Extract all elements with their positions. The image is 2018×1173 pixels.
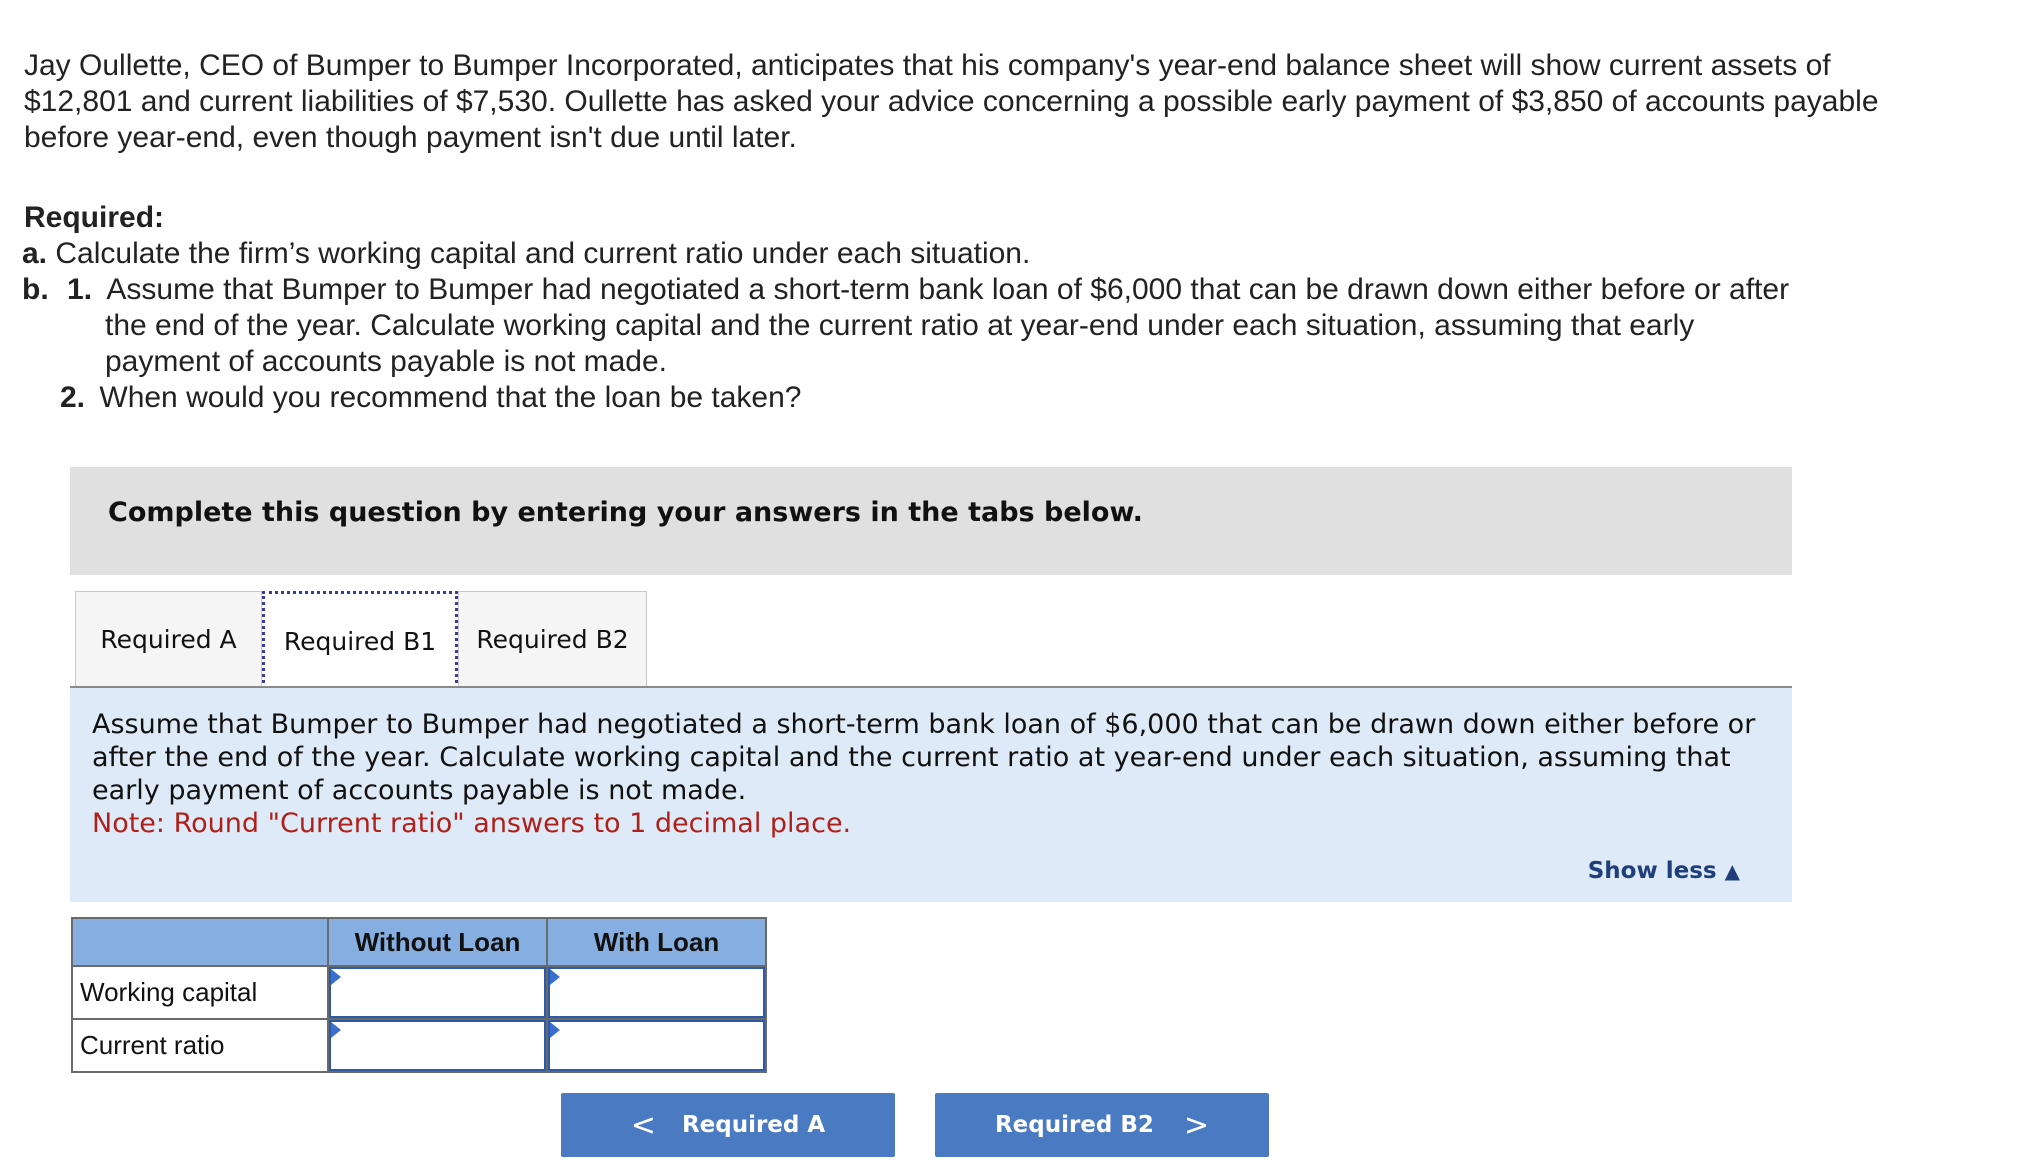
table-row [72, 966, 766, 1019]
input-flag-icon [550, 969, 560, 985]
current-ratio-without-loan-cell [328, 1019, 547, 1072]
input-flag-icon [550, 1022, 560, 1038]
show-less-label: Show less [1587, 858, 1717, 884]
current-ratio-with-loan-cell [547, 1019, 766, 1072]
required-b2-marker: 2. [60, 381, 86, 414]
table-header-blank [72, 918, 328, 966]
required-b1 [22, 272, 1789, 308]
instruction-text: Complete this question by entering your answers in the tabs below. [108, 497, 1143, 528]
required-a-text: Calculate the firm’s working capital and current ratio under each situation. [55, 237, 1031, 270]
show-less-button[interactable] [1588, 858, 1740, 884]
current-ratio-without-loan-input[interactable] [329, 1020, 546, 1071]
required-a [22, 236, 1030, 272]
question-info-panel [70, 688, 1792, 902]
header-with-loan: With Loan [547, 918, 766, 966]
chevron-left-icon: < [630, 1107, 656, 1143]
tab-required-b2[interactable]: Required B2 [458, 591, 647, 687]
required-b2-text: When would you recommend that the loan be taken? [99, 381, 802, 414]
answer-table [71, 917, 767, 1073]
row-label-current-ratio: Current ratio [72, 1019, 328, 1072]
problem-intro: Jay Oullette, CEO of Bumper to Bumper Incorporated, anticipates that his company's year-end balance sheet will show current assets of $12,801 and current liabilities of $7,530. Oullette has asked your advice concerning a possible early payment of $3,850 of accounts payable before year-end, even though payment isn't due until later. [24, 49, 1879, 154]
required-b1-marker: 1. [67, 273, 93, 306]
rounding-note: Note: Round "Current ratio" answers to 1 decimal place. [92, 808, 852, 839]
input-flag-icon [331, 969, 341, 985]
next-required-b2-button[interactable] [935, 1093, 1269, 1157]
prev-button-label: Required A [681, 1112, 826, 1138]
table-row [72, 1019, 766, 1072]
chevron-right-icon: > [1183, 1107, 1210, 1143]
prev-required-a-button[interactable] [561, 1093, 895, 1157]
required-a-marker: a. [22, 237, 48, 270]
working-capital-with-loan-cell [547, 966, 766, 1019]
question-text: Assume that Bumper to Bumper had negotiated a short-term bank loan of $6,000 that can be drawn down either before or after the end of the year. Calculate working capital and the current ratio at year-end under each situation, assuming that early payment of accounts payable is not made. [92, 709, 1756, 806]
required-b1-line2: the end of the year. Calculate working capital and the current ratio at year-end under each situation, assuming that early [105, 309, 1695, 342]
header-without-loan: Without Loan [328, 918, 547, 966]
next-button-label: Required B2 [994, 1112, 1154, 1138]
tab-required-b1[interactable]: Required B1 [262, 591, 458, 689]
required-b2 [60, 380, 801, 416]
working-capital-without-loan-input[interactable] [329, 967, 546, 1018]
input-flag-icon [331, 1022, 341, 1038]
instruction-panel [70, 467, 1792, 575]
required-b-marker: b. [22, 273, 49, 306]
current-ratio-with-loan-input[interactable] [548, 1020, 765, 1071]
working-capital-with-loan-input[interactable] [548, 967, 765, 1018]
triangle-up-icon: ▲ [1724, 859, 1740, 883]
row-label-working-capital: Working capital [72, 966, 328, 1019]
table-header-row [72, 918, 766, 966]
required-heading: Required: [24, 201, 165, 234]
working-capital-without-loan-cell [328, 966, 547, 1019]
required-b1-line3: payment of accounts payable is not made. [105, 345, 668, 378]
required-b1-line1: Assume that Bumper to Bumper had negotiated a short-term bank loan of $6,000 that can be drawn down either before or after [106, 273, 1790, 306]
tab-required-a[interactable]: Required A [75, 591, 262, 687]
